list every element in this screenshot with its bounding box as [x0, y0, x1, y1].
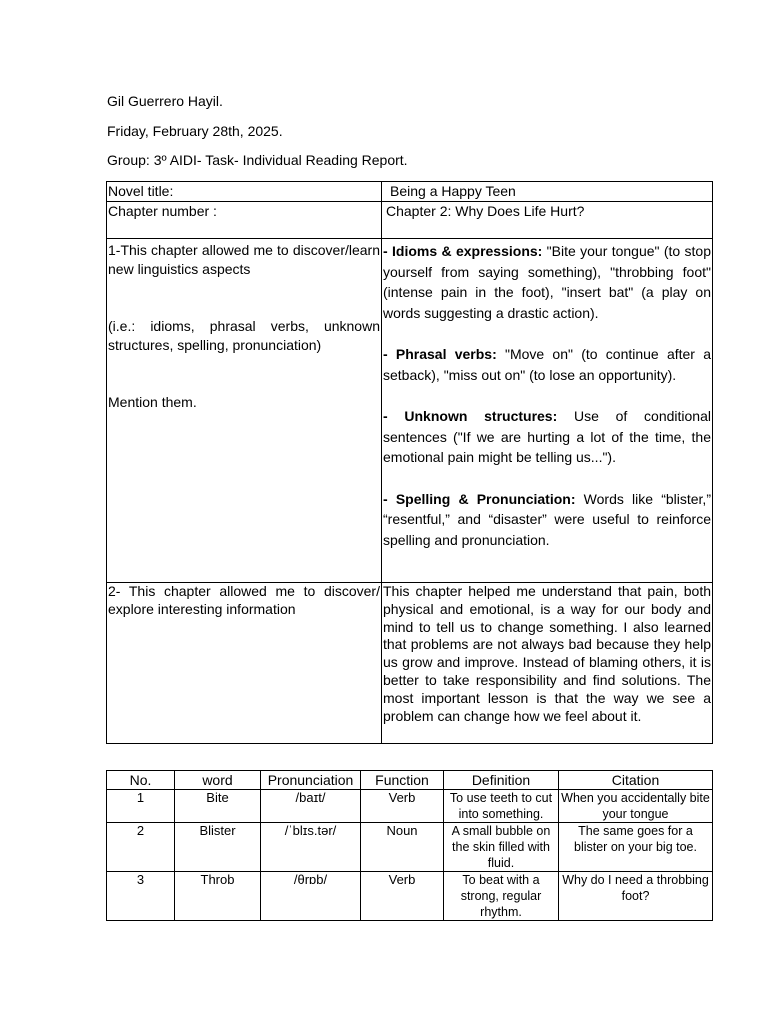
row-word: Blister: [175, 823, 261, 872]
unknown-structures-answer: - Unknown structures: Use of conditional sentences ("If we are hurting a lot of the time, the emotional pain might be telling us...").: [383, 408, 711, 465]
mention-them: Mention them.: [108, 394, 197, 410]
row-function: Verb: [361, 790, 444, 823]
reading-report-table: [106, 181, 713, 744]
novel-title-value: Being a Happy Teen: [382, 182, 713, 202]
row-citation: Why do I need a throbbing foot?: [559, 872, 713, 921]
information-row: [107, 583, 713, 744]
linguistics-row: [107, 239, 713, 583]
spelling-pronunciation-answer: - Spelling & Pronunciation: Words like “blister,” “resentful,” and “disaster” were useful to reinforce spelling and pronunciation.: [383, 490, 711, 548]
row-word: Throb: [175, 872, 261, 921]
linguistics-prompt: 1-This chapter allowed me to discover/learn new linguistics aspects: [108, 242, 380, 277]
row-number: 1: [107, 790, 175, 823]
information-answer: This chapter helped me understand that pain, both physical and emotional, is a way for our body and mind to tell us to change something. I also learned that problems are not always bad because they help us grow and improve. Instead of blaming others, it is better to take responsibility and find solutions. The most important lesson is that the way we see a problem can change how we feel about it.: [382, 583, 713, 744]
report-date: Friday, February 28th, 2025.: [107, 123, 283, 139]
row-definition: To beat with a strong, regular rhythm.: [444, 872, 559, 921]
row-citation: The same goes for a blister on your big toe.: [559, 823, 713, 872]
information-prompt: 2- This chapter allowed me to discover/ explore interesting information: [107, 583, 382, 744]
vocab-header-row: [107, 771, 713, 790]
phrasal-verbs-answer: - Phrasal verbs: "Move on" (to continue after a setback), "miss out on" (to lose an opportunity).: [383, 346, 711, 383]
linguistics-examples: (i.e.: idioms, phrasal verbs, unknown structures, spelling, pronunciation): [108, 318, 380, 353]
row-pronunciation: /θrɒb/: [261, 872, 361, 921]
chapter-row: [107, 202, 713, 239]
novel-title-label: Novel title:: [107, 182, 382, 202]
table-row: [107, 790, 713, 823]
linguistics-prompt-cell: [107, 239, 382, 583]
table-row: [107, 872, 713, 921]
student-name: Gil Guerrero Hayil.: [107, 93, 223, 109]
row-number: 3: [107, 872, 175, 921]
col-header-pronunciation: Pronunciation: [261, 771, 361, 790]
col-header-word: word: [175, 771, 261, 790]
row-word: Bite: [175, 790, 261, 823]
novel-title-row: [107, 182, 713, 202]
group-task: Group: 3º AIDI- Task- Individual Reading Report.: [107, 152, 408, 168]
col-header-no: No.: [107, 771, 175, 790]
idioms-answer: - Idioms & expressions: "Bite your tongue" (to stop yourself from saying something), "throbbing foot" (intense pain in the foot), "insert bat" (a play on words suggesting a drastic action).: [383, 243, 711, 321]
vocabulary-table: [106, 770, 713, 921]
col-header-definition: Definition: [444, 771, 559, 790]
row-function: Noun: [361, 823, 444, 872]
row-pronunciation: /baɪt/: [261, 790, 361, 823]
row-citation: When you accidentally bite your tongue: [559, 790, 713, 823]
col-header-citation: Citation: [559, 771, 713, 790]
row-pronunciation: /ˈblɪs.tər/: [261, 823, 361, 872]
table-row: [107, 823, 713, 872]
chapter-value: Chapter 2: Why Does Life Hurt?: [382, 202, 713, 239]
row-function: Verb: [361, 872, 444, 921]
linguistics-answer-cell: [382, 239, 713, 583]
row-definition: A small bubble on the skin filled with fluid.: [444, 823, 559, 872]
row-definition: To use teeth to cut into something.: [444, 790, 559, 823]
col-header-function: Function: [361, 771, 444, 790]
row-number: 2: [107, 823, 175, 872]
chapter-label: Chapter number :: [107, 202, 382, 239]
